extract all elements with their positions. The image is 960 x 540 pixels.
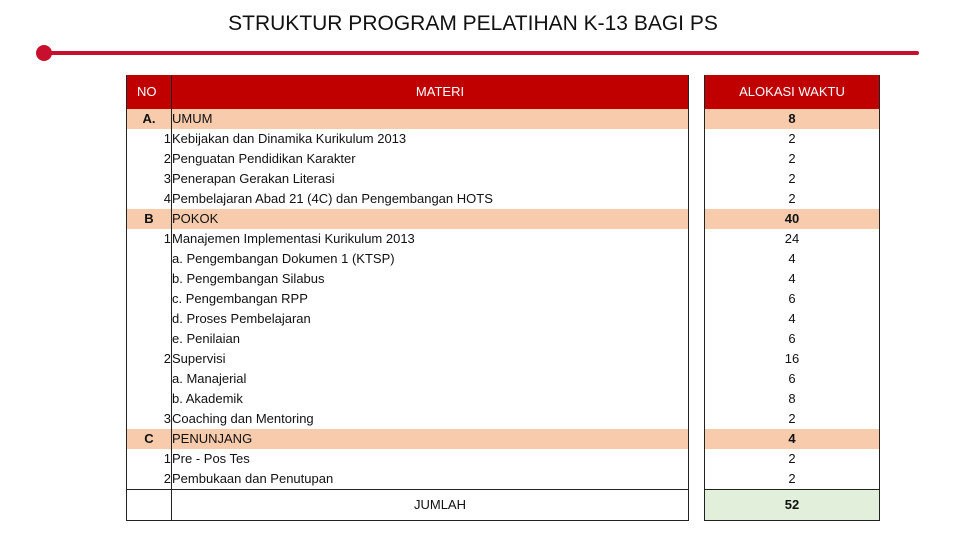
table-row bbox=[127, 129, 880, 149]
row-number: 3 bbox=[127, 169, 172, 189]
table-row bbox=[127, 149, 880, 169]
row-materi: Pembukaan dan Penutupan bbox=[172, 469, 689, 490]
row-alokasi: 16 bbox=[705, 349, 880, 369]
table-row bbox=[127, 189, 880, 209]
row-materi: Manajemen Implementasi Kurikulum 2013 bbox=[172, 229, 689, 249]
row-materi: d. Proses Pembelajaran bbox=[172, 309, 689, 329]
row-materi: Coaching dan Mentoring bbox=[172, 409, 689, 429]
row-materi: Supervisi bbox=[172, 349, 689, 369]
section-row bbox=[127, 109, 880, 129]
header-alokasi-waktu: ALOKASI WAKTU bbox=[705, 75, 880, 109]
section-row bbox=[127, 209, 880, 229]
row-alokasi: 8 bbox=[705, 109, 880, 129]
row-alokasi: 40 bbox=[705, 209, 880, 229]
row-alokasi: 6 bbox=[705, 369, 880, 389]
row-materi: c. Pengembangan RPP bbox=[172, 289, 689, 309]
row-alokasi: 8 bbox=[705, 389, 880, 409]
title-divider bbox=[44, 51, 919, 55]
header-no: NO bbox=[127, 75, 172, 109]
row-alokasi: 4 bbox=[705, 309, 880, 329]
row-number: B bbox=[127, 209, 172, 229]
table-row bbox=[127, 409, 880, 429]
row-alokasi: 6 bbox=[705, 329, 880, 349]
header-materi: MATERI bbox=[172, 75, 689, 109]
row-number: 2 bbox=[127, 149, 172, 169]
table-row bbox=[127, 449, 880, 469]
row-number bbox=[127, 389, 172, 409]
row-number bbox=[127, 249, 172, 269]
row-materi: Pre - Pos Tes bbox=[172, 449, 689, 469]
row-materi: a. Manajerial bbox=[172, 369, 689, 389]
table-row bbox=[127, 329, 880, 349]
title-divider-dot bbox=[36, 45, 52, 61]
row-materi: b. Pengembangan Silabus bbox=[172, 269, 689, 289]
row-materi: UMUM bbox=[172, 109, 689, 129]
table-header-row bbox=[127, 75, 880, 109]
row-materi: POKOK bbox=[172, 209, 689, 229]
row-number: C bbox=[127, 429, 172, 449]
row-alokasi: 2 bbox=[705, 409, 880, 429]
row-number: 1 bbox=[127, 449, 172, 469]
row-materi: b. Akademik bbox=[172, 389, 689, 409]
row-number: 2 bbox=[127, 349, 172, 369]
row-alokasi: 2 bbox=[705, 129, 880, 149]
row-number: A. bbox=[127, 109, 172, 129]
row-number: 3 bbox=[127, 409, 172, 429]
row-alokasi: 2 bbox=[705, 169, 880, 189]
row-number bbox=[127, 269, 172, 289]
table-row bbox=[127, 249, 880, 269]
page-title: STRUKTUR PROGRAM PELATIHAN K-13 BAGI PS bbox=[228, 12, 718, 35]
row-alokasi: 2 bbox=[705, 189, 880, 209]
table-row bbox=[127, 309, 880, 329]
total-value: 52 bbox=[705, 490, 880, 521]
table-row bbox=[127, 469, 880, 490]
row-materi: a. Pengembangan Dokumen 1 (KTSP) bbox=[172, 249, 689, 269]
row-materi: Penerapan Gerakan Literasi bbox=[172, 169, 689, 189]
row-alokasi: 4 bbox=[705, 249, 880, 269]
row-number: 4 bbox=[127, 189, 172, 209]
row-alokasi: 6 bbox=[705, 289, 880, 309]
row-number bbox=[127, 289, 172, 309]
program-structure-table bbox=[126, 75, 880, 521]
row-materi: Kebijakan dan Dinamika Kurikulum 2013 bbox=[172, 129, 689, 149]
table-row bbox=[127, 229, 880, 249]
table-row bbox=[127, 389, 880, 409]
table-row bbox=[127, 269, 880, 289]
table-row bbox=[127, 349, 880, 369]
row-number bbox=[127, 369, 172, 389]
row-alokasi: 4 bbox=[705, 269, 880, 289]
total-label: JUMLAH bbox=[172, 490, 689, 521]
table-row bbox=[127, 289, 880, 309]
row-materi: e. Penilaian bbox=[172, 329, 689, 349]
row-number bbox=[127, 309, 172, 329]
total-row bbox=[127, 490, 880, 521]
row-materi: Penguatan Pendidikan Karakter bbox=[172, 149, 689, 169]
row-alokasi: 2 bbox=[705, 449, 880, 469]
row-alokasi: 24 bbox=[705, 229, 880, 249]
row-alokasi: 2 bbox=[705, 149, 880, 169]
row-alokasi: 4 bbox=[705, 429, 880, 449]
table-row bbox=[127, 369, 880, 389]
row-alokasi: 2 bbox=[705, 469, 880, 490]
row-materi: PENUNJANG bbox=[172, 429, 689, 449]
row-number: 1 bbox=[127, 229, 172, 249]
table-row bbox=[127, 169, 880, 189]
row-number bbox=[127, 329, 172, 349]
row-materi: Pembelajaran Abad 21 (4C) dan Pengembangan HOTS bbox=[172, 189, 689, 209]
row-number: 1 bbox=[127, 129, 172, 149]
row-number: 2 bbox=[127, 469, 172, 490]
section-row bbox=[127, 429, 880, 449]
